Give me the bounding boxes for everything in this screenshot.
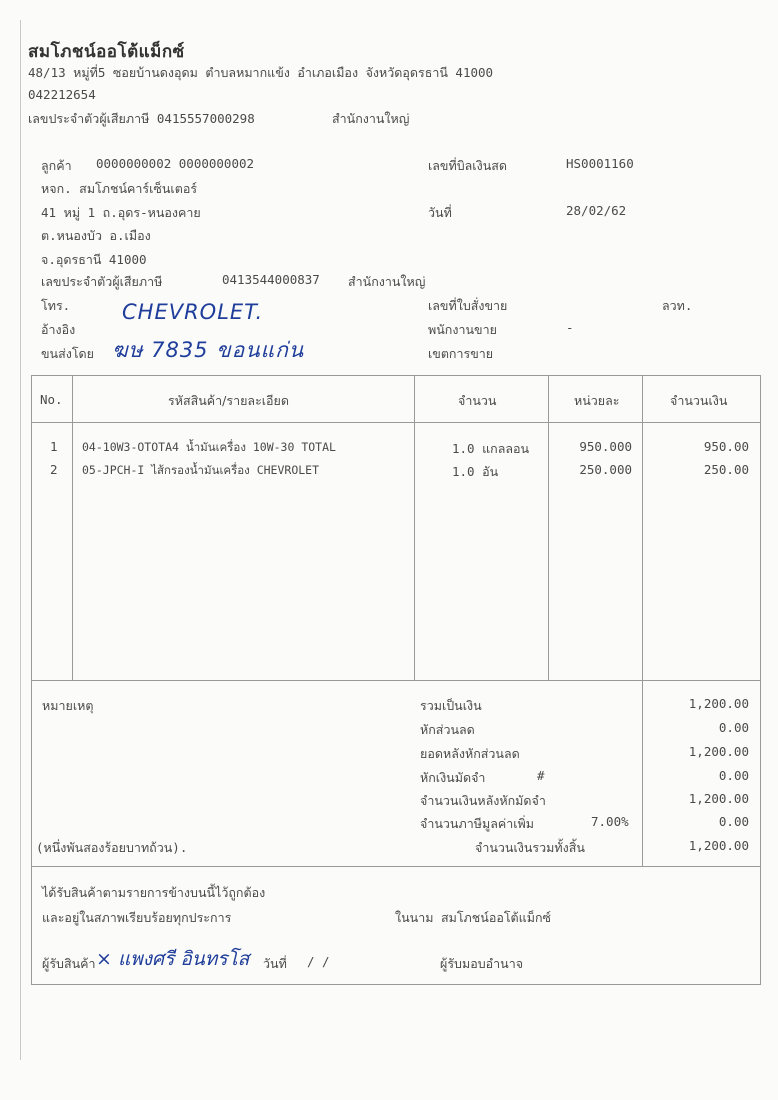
row-no: 1: [50, 439, 58, 454]
row-description: 04-10W3-OTOTA4 น้ำมันเครื่อง 10W-30 TOTAL: [82, 440, 336, 454]
deposit-value: 0.00: [718, 768, 749, 783]
col-divider-no: [72, 375, 73, 680]
customer-address-2: ต.หนองบัว อ.เมือง: [41, 228, 151, 243]
customer-tax-label: เลขประจำตัวผู้เสียภาษี: [41, 274, 163, 289]
after-deposit-value: 1,200.00: [688, 791, 749, 806]
totals-bottom-border: [31, 866, 761, 867]
row-no: 2: [50, 462, 58, 477]
page-edge-line: [20, 20, 21, 1060]
after-deposit-label: จำนวนเงินหลังหักมัดจำ: [420, 793, 546, 808]
col-divider-desc: [414, 375, 415, 680]
receiver-date-blank: / /: [307, 954, 330, 969]
after-discount-label: ยอดหลังหักส่วนลด: [420, 746, 520, 761]
table-top-border: [31, 375, 761, 376]
subtotal-label: รวมเป็นเงิน: [420, 698, 482, 713]
vat-label: จำนวนภาษีมูลค่าเพิ่ม: [420, 816, 534, 831]
after-discount-value: 1,200.00: [688, 744, 749, 759]
receiver-date-label: วันที่: [263, 956, 287, 971]
subtotal-value: 1,200.00: [688, 696, 749, 711]
company-address: 48/13 หมู่ที่5 ซอยบ้านดงอุดม ตำบลหมากแข้ง อำเภอเมือง จังหวัดอุดรธานี 41000: [28, 65, 494, 80]
reference-label: อ้างอิง: [41, 322, 76, 337]
deposit-label: หักเงินมัดจำ: [420, 770, 486, 785]
table-left-border: [31, 375, 32, 984]
customer-label: ลูกค้า: [41, 158, 72, 173]
footer-bottom-border: [31, 984, 761, 985]
amount-in-words: (หนึ่งพันสองร้อยบาทถ้วน).: [36, 840, 188, 855]
company-name: สมโภชน์ออโต้แม็กซ์: [28, 42, 185, 62]
on-behalf-of: ในนาม สมโภชน์ออโต้แม็กซ์: [395, 910, 552, 925]
customer-branch: สำนักงานใหญ่: [348, 274, 426, 289]
row-description: 05-JPCH-I ไส้กรองน้ำมันเครื่อง CHEVROLET: [82, 463, 320, 477]
header-no: No.: [40, 392, 63, 407]
customer-address-1: 41 หมู่ 1 ถ.อุดร-หนองคาย: [41, 205, 201, 220]
table-body-bottom-border: [31, 680, 761, 681]
row-amount: 250.00: [703, 462, 749, 477]
table-right-border: [760, 375, 761, 984]
date-label: วันที่: [428, 205, 452, 220]
customer-name: หจก. สมโภชน์คาร์เซ็นเตอร์: [41, 181, 198, 196]
salesperson-value: -: [566, 320, 574, 335]
sales-area-label: เขตการขาย: [428, 346, 494, 361]
table-header-bottom-border: [31, 422, 761, 423]
header-amount: จำนวนเงิน: [670, 393, 728, 408]
handwritten-shipping: ฆษ 7835 ขอนแก่น: [112, 338, 305, 362]
bill-no-label: เลขที่บิลเงินสด: [428, 158, 507, 173]
row-unit-price: 250.000: [579, 462, 632, 477]
grand-total-value: 1,200.00: [688, 838, 749, 853]
company-phone: 042212654: [28, 87, 96, 102]
vat-rate: 7.00%: [591, 814, 629, 829]
doc-date: 28/02/62: [566, 203, 627, 218]
receiver-label: ผู้รับสินค้า: [42, 956, 96, 971]
header-description: รหัสสินค้า/รายละเอียด: [168, 393, 290, 408]
customer-tax-id: 0413544000837: [222, 272, 320, 287]
col-divider-qty: [548, 375, 549, 680]
received-statement-2: และอยู่ในสภาพเรียบร้อยทุกประการ: [42, 910, 232, 925]
header-quantity: จำนวน: [458, 393, 497, 408]
discount-value: 0.00: [718, 720, 749, 735]
customer-codes: 0000000002 0000000002: [96, 156, 255, 171]
header-unit-price: หน่วยละ: [574, 393, 620, 408]
sales-order-label: เลขที่ใบสั่งขาย: [428, 298, 508, 313]
handwritten-reference: CHEVROLET.: [122, 300, 264, 324]
col-divider-unit: [642, 375, 643, 866]
deposit-hash: #: [537, 768, 545, 783]
company-tax-id: เลขประจำตัวผู้เสียภาษี 0415557000298: [28, 111, 255, 126]
bill-no: HS0001160: [566, 156, 634, 171]
vat-value: 0.00: [718, 814, 749, 829]
customer-address-3: จ.อุดรธานี 41000: [41, 252, 147, 267]
discount-label: หักส่วนลด: [420, 722, 475, 737]
receiver-signature: × แพงศรี อินทรโส: [96, 948, 250, 970]
row-unit-price: 950.000: [579, 439, 632, 454]
salesperson-label: พนักงานขาย: [428, 322, 497, 337]
row-amount: 950.00: [703, 439, 749, 454]
company-branch: สำนักงานใหญ่: [332, 111, 410, 126]
remark-label: หมายเหตุ: [42, 698, 94, 713]
tel-label: โทร.: [41, 298, 71, 313]
grand-total-label: จำนวนเงินรวมทั้งสิ้น: [475, 840, 585, 855]
row-quantity: 1.0 แกลลอน: [452, 441, 530, 456]
authorized-label: ผู้รับมอบอำนาจ: [440, 956, 524, 971]
received-statement-1: ได้รับสินค้าตามรายการข้างบนนี้ไว้ถูกต้อง: [42, 885, 266, 900]
shipping-label: ขนส่งโดย: [41, 346, 94, 361]
row-quantity: 1.0 อัน: [452, 464, 499, 479]
sales-order-code: ลวท.: [662, 298, 693, 313]
